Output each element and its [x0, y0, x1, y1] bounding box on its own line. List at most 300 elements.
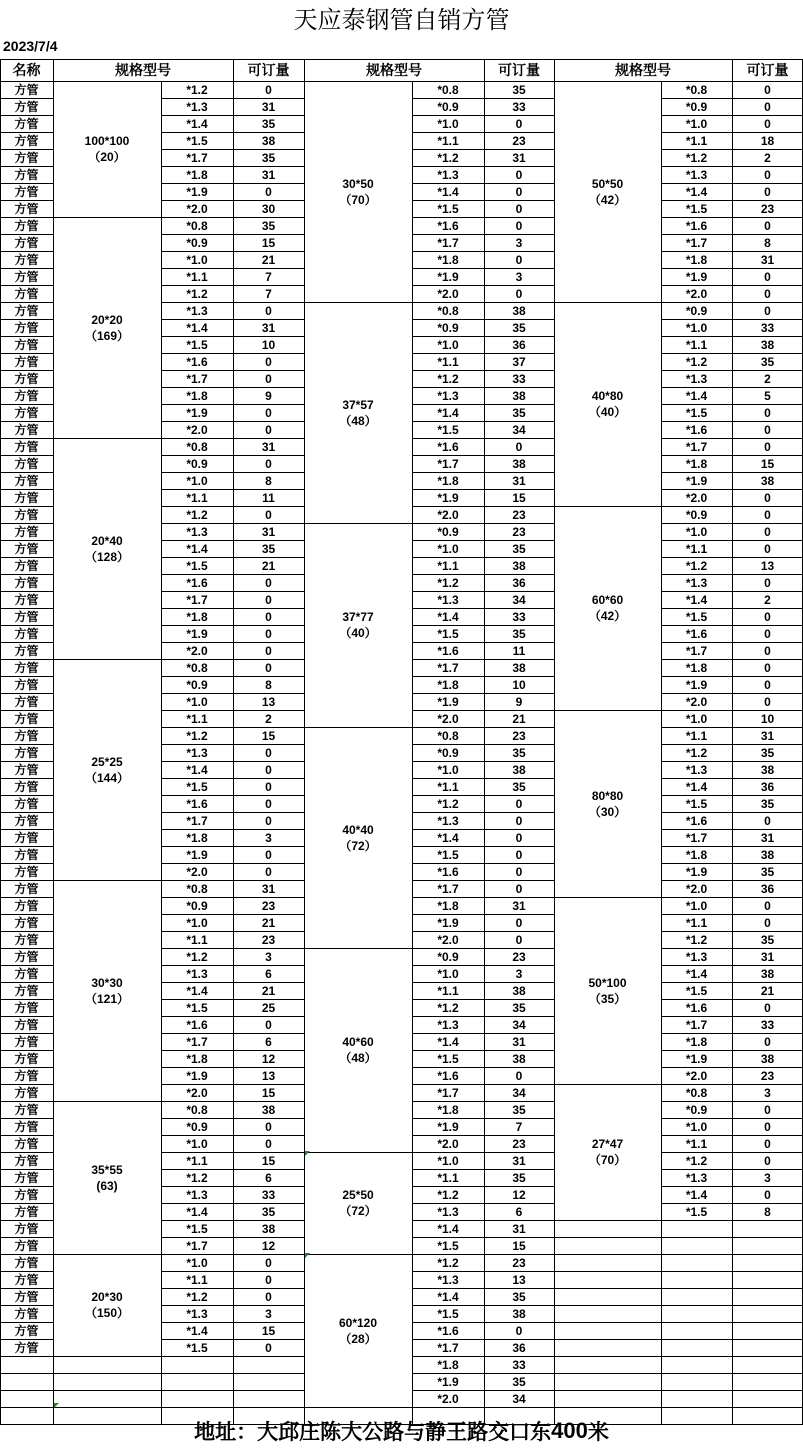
- thickness-cell: *1.4: [685, 592, 708, 607]
- thickness-cell: *1.2: [186, 1289, 208, 1304]
- grid-line: [0, 1169, 54, 1170]
- thickness-cell: *1.9: [685, 269, 708, 284]
- thickness-cell: *1.7: [186, 1034, 208, 1049]
- grid-line: [0, 472, 54, 473]
- spec-size: 37*77: [342, 610, 374, 624]
- thickness-cell: *1.1: [685, 133, 708, 148]
- quantity-cell: 35: [512, 320, 526, 335]
- quantity-cell: 0: [764, 898, 771, 913]
- thickness-cell: *1.6: [437, 864, 459, 879]
- grid-line: [0, 1254, 54, 1255]
- grid-line: [732, 59, 733, 1425]
- grid-line: [554, 897, 662, 898]
- quantity-cell: 38: [760, 1051, 775, 1066]
- thickness-cell: *1.4: [685, 184, 708, 199]
- quantity-cell: 0: [515, 184, 523, 199]
- name-cell: 方管: [14, 422, 39, 437]
- quantity-cell: 8: [265, 677, 272, 692]
- grid-line: [554, 1339, 803, 1340]
- grid-line: [0, 1101, 54, 1102]
- name-cell: 方管: [14, 1170, 39, 1185]
- thickness-cell: *1.8: [186, 1051, 208, 1066]
- quantity-cell: 36: [512, 1340, 526, 1355]
- thickness-cell: *1.0: [186, 473, 208, 488]
- thickness-cell: *1.3: [186, 966, 208, 981]
- thickness-cell: *1.0: [186, 252, 208, 267]
- thickness-cell: *1.2: [437, 150, 459, 165]
- thickness-cell: *1.7: [437, 235, 459, 250]
- spec-group: [304, 302, 412, 523]
- quantity-cell: 12: [261, 1051, 276, 1066]
- thickness-cell: *1.5: [437, 1306, 459, 1321]
- quantity-cell: 35: [512, 1000, 526, 1015]
- spec-group: [304, 1152, 412, 1254]
- thickness-cell: *0.9: [437, 320, 459, 335]
- grid-line: [0, 1033, 54, 1034]
- grid-line: [304, 523, 413, 524]
- grid-line: [554, 710, 662, 711]
- thickness-cell: *1.3: [685, 762, 708, 777]
- quantity-cell: 2: [265, 711, 272, 726]
- spec-count: （48）: [339, 413, 377, 428]
- thickness-cell: *2.0: [437, 507, 459, 522]
- quantity-cell: 31: [261, 524, 276, 539]
- quantity-cell: 0: [515, 881, 523, 896]
- name-cell: 方管: [14, 592, 39, 607]
- thickness-cell: *1.5: [685, 983, 708, 998]
- name-cell: 方管: [14, 966, 39, 981]
- thickness-cell: *1.4: [685, 966, 708, 981]
- thickness-cell: *1.8: [437, 1357, 459, 1372]
- name-cell: 方管: [14, 898, 39, 913]
- spec-count: （169）: [84, 328, 130, 343]
- spec-group: [554, 1084, 661, 1220]
- thickness-cell: *0.9: [437, 99, 459, 114]
- thickness-cell: *0.9: [186, 898, 208, 913]
- name-cell: 方管: [14, 286, 39, 301]
- thickness-cell: *1.2: [186, 1170, 208, 1185]
- name-cell: 方管: [14, 150, 39, 165]
- thickness-cell: *0.8: [437, 728, 459, 743]
- quantity-cell: 23: [512, 524, 526, 539]
- quantity-cell: 35: [760, 864, 775, 879]
- grid-line: [0, 574, 54, 575]
- quantity-cell: 0: [515, 864, 523, 879]
- grid-line: [53, 1390, 305, 1391]
- spec-group: [53, 1101, 161, 1254]
- thickness-cell: *1.0: [685, 898, 708, 913]
- thickness-cell: *1.2: [186, 949, 208, 964]
- thickness-cell: *0.8: [437, 82, 459, 97]
- grid-line: [0, 1203, 54, 1204]
- spec-count: （42）: [588, 192, 627, 207]
- thickness-cell: *1.6: [186, 796, 208, 811]
- spec-count: （40）: [588, 405, 627, 419]
- quantity-cell: 0: [515, 218, 523, 233]
- name-cell: 方管: [14, 184, 39, 199]
- grid-line: [0, 166, 54, 167]
- grid-line: [0, 302, 54, 303]
- name-cell: 方管: [14, 1000, 39, 1015]
- grid-line: [0, 455, 54, 456]
- thickness-cell: *1.9: [186, 847, 208, 862]
- grid-line: [0, 727, 54, 728]
- address-number: 400: [551, 1417, 588, 1443]
- thickness-cell: *1.3: [437, 1017, 459, 1032]
- grid-line: [0, 1305, 54, 1306]
- quantity-cell: 7: [265, 269, 272, 284]
- thickness-cell: *1.2: [186, 82, 208, 97]
- address-footer: [0, 1407, 803, 1454]
- quantity-cell: 0: [265, 354, 272, 369]
- thickness-cell: *1.0: [186, 694, 208, 709]
- quantity-cell: 35: [760, 745, 775, 760]
- quantity-cell: 0: [764, 660, 771, 675]
- grid-line: [0, 1084, 54, 1085]
- name-cell: [0, 1373, 53, 1390]
- grid-line: [554, 302, 662, 303]
- quantity-cell: 0: [764, 218, 771, 233]
- thickness-cell: *1.8: [186, 167, 208, 182]
- quantity-cell: 0: [265, 609, 272, 624]
- name-cell: 方管: [14, 575, 39, 590]
- quantity-cell: 35: [512, 1102, 526, 1117]
- spec-size: 60*60: [591, 593, 624, 607]
- spec-size: 37*57: [342, 397, 374, 412]
- name-cell: 方管: [14, 473, 39, 488]
- quantity-cell: 38: [512, 558, 526, 573]
- grid-line: [554, 1220, 803, 1221]
- grid-line: [0, 1186, 54, 1187]
- quantity-cell: 15: [512, 1238, 526, 1253]
- thickness-cell: *1.3: [186, 303, 208, 318]
- thickness-cell: *1.1: [685, 337, 708, 352]
- grid-line: [53, 1101, 162, 1102]
- spec-group: [53, 217, 161, 438]
- thickness-cell: *1.5: [685, 405, 708, 420]
- thickness-cell: *1.7: [186, 150, 208, 165]
- quantity-cell: 0: [265, 592, 272, 607]
- quantity-cell: 0: [764, 490, 771, 505]
- thickness-cell: *1.0: [186, 1255, 208, 1270]
- quantity-cell: 33: [261, 1187, 276, 1202]
- thickness-cell: *1.5: [437, 1238, 459, 1253]
- address-suffix: 米: [587, 1418, 609, 1444]
- thickness-cell: *1.2: [437, 796, 459, 811]
- grid-line: [0, 1373, 54, 1374]
- quantity-cell: 3: [764, 1170, 771, 1185]
- name-cell: 方管: [14, 813, 39, 828]
- thickness-cell: *0.9: [186, 1119, 208, 1134]
- spec-count: (63): [96, 1178, 118, 1193]
- thickness-cell: *1.3: [186, 99, 208, 114]
- name-cell: 方管: [14, 116, 39, 131]
- quantity-cell: 33: [512, 371, 526, 386]
- spec-count: （121）: [84, 991, 130, 1006]
- quantity-cell: 38: [760, 762, 775, 777]
- thickness-cell: *1.8: [437, 1102, 459, 1117]
- thickness-cell: *0.8: [186, 439, 208, 454]
- thickness-cell: *1.0: [437, 762, 459, 777]
- quantity-cell: 0: [515, 847, 523, 862]
- quantity-cell: 0: [515, 439, 523, 454]
- spec-count: （48）: [339, 1051, 377, 1065]
- quantity-cell: 31: [512, 1221, 526, 1236]
- thickness-cell: *1.8: [685, 1034, 708, 1049]
- spec-size: 40*40: [342, 822, 374, 837]
- grid-line: [554, 506, 662, 507]
- quantity-cell: 0: [764, 1187, 771, 1202]
- quantity-cell: 15: [261, 1085, 276, 1100]
- grid-line: [0, 693, 54, 694]
- quantity-cell: 35: [261, 150, 276, 165]
- quantity-cell: 31: [261, 99, 276, 114]
- spec-group: [554, 897, 661, 1084]
- quantity-cell: 35: [760, 354, 775, 369]
- grid-line: [0, 795, 54, 796]
- spec-group: [53, 438, 161, 659]
- quantity-cell: 38: [261, 133, 276, 148]
- grid-line: [554, 1271, 803, 1272]
- thickness-cell: *1.5: [186, 779, 208, 794]
- thickness-cell: *1.3: [685, 1170, 708, 1185]
- quantity-cell: 0: [764, 524, 771, 539]
- thickness-cell: *1.5: [186, 1340, 208, 1355]
- spec-group: [304, 1254, 412, 1407]
- name-cell: 方管: [14, 1051, 39, 1066]
- spec-count: （72）: [339, 1204, 377, 1218]
- thickness-cell: *1.6: [685, 813, 708, 828]
- quantity-cell: 38: [512, 1306, 526, 1321]
- thickness-cell: *2.0: [685, 490, 708, 505]
- grid-line: [53, 438, 162, 439]
- grid-line: [554, 1390, 803, 1391]
- thickness-cell: *1.9: [437, 269, 459, 284]
- quantity-cell: 35: [261, 116, 276, 131]
- quantity-cell: 2: [764, 371, 771, 386]
- thickness-cell: *1.3: [186, 745, 208, 760]
- grid-line: [0, 1016, 54, 1017]
- quantity-cell: 0: [515, 1068, 523, 1083]
- spec-count: （70）: [339, 192, 377, 207]
- grid-line: [53, 217, 162, 218]
- thickness-cell: *1.9: [685, 677, 708, 692]
- quantity-cell: 0: [515, 286, 523, 301]
- thickness-cell: *1.0: [685, 320, 708, 335]
- quantity-cell: 0: [764, 82, 771, 97]
- thickness-cell: *2.0: [437, 1136, 459, 1151]
- name-cell: 方管: [14, 235, 39, 250]
- quantity-cell: 0: [764, 1136, 771, 1151]
- thickness-cell: *1.3: [685, 575, 708, 590]
- grid-line: [0, 268, 54, 269]
- quantity-cell: 0: [265, 626, 272, 641]
- thickness-cell: *0.9: [437, 524, 459, 539]
- thickness-cell: *1.9: [685, 864, 708, 879]
- grid-line: [0, 1118, 54, 1119]
- thickness-cell: *1.7: [437, 1085, 459, 1100]
- quantity-cell: 3: [764, 1085, 771, 1100]
- spec-size: 50*100: [588, 975, 627, 990]
- grid-line: [0, 625, 54, 626]
- header-spec: 规格型号: [115, 62, 171, 78]
- quantity-cell: 18: [760, 133, 775, 148]
- header-spec: 规格型号: [366, 62, 422, 78]
- quantity-cell: 0: [515, 1323, 523, 1338]
- thickness-cell: *1.6: [437, 1068, 459, 1083]
- spec-group: [554, 81, 661, 302]
- thickness-cell: *1.6: [685, 422, 708, 437]
- header-qty: 可订量: [247, 62, 290, 78]
- quantity-cell: 5: [764, 388, 771, 403]
- quantity-cell: 38: [512, 388, 526, 403]
- spec-size: 27*47: [591, 1137, 624, 1151]
- quantity-cell: 0: [515, 116, 523, 131]
- quantity-cell: 3: [515, 966, 523, 981]
- spec-count: （42）: [588, 609, 627, 623]
- quantity-cell: 23: [512, 1136, 526, 1151]
- address-prefix: 地址：大邱庄陈大公路与静王路交口东: [194, 1418, 552, 1444]
- spec-size: 100*100: [84, 134, 130, 148]
- quantity-cell: 0: [515, 252, 523, 267]
- grid-line: [0, 914, 54, 915]
- thickness-cell: *1.4: [437, 609, 459, 624]
- name-cell: 方管: [14, 1323, 39, 1338]
- quantity-cell: 21: [261, 558, 276, 573]
- thickness-cell: *1.4: [437, 405, 459, 420]
- quantity-cell: 35: [512, 745, 526, 760]
- quantity-cell: 21: [261, 915, 276, 930]
- thickness-cell: *1.8: [685, 847, 708, 862]
- thickness-cell: *0.9: [437, 745, 459, 760]
- quantity-cell: 38: [261, 1221, 276, 1236]
- thickness-cell: *1.3: [685, 167, 708, 182]
- quantity-cell: 0: [764, 1000, 771, 1015]
- quantity-cell: 12: [512, 1187, 526, 1202]
- spec-group: [554, 302, 661, 506]
- thickness-cell: *1.8: [186, 388, 208, 403]
- thickness-cell: *1.2: [437, 1255, 459, 1270]
- thickness-cell: *1.2: [186, 728, 208, 743]
- grid-line: [0, 778, 54, 779]
- name-cell: 方管: [14, 881, 39, 896]
- quantity-cell: 0: [764, 626, 771, 641]
- thickness-cell: *1.0: [437, 337, 459, 352]
- quantity-cell: 8: [764, 235, 771, 250]
- quantity-cell: 0: [515, 915, 523, 930]
- thickness-cell: *1.7: [685, 830, 708, 845]
- grid-line: [554, 1254, 803, 1255]
- quantity-cell: 0: [764, 303, 771, 318]
- thickness-cell: *1.5: [437, 626, 459, 641]
- quantity-cell: 0: [764, 694, 771, 709]
- quantity-cell: 0: [764, 1119, 771, 1134]
- quantity-cell: 31: [512, 1034, 526, 1049]
- thickness-cell: *1.8: [685, 456, 708, 471]
- quantity-cell: 0: [265, 1119, 272, 1134]
- quantity-cell: 0: [764, 99, 771, 114]
- quantity-cell: 0: [265, 1017, 272, 1032]
- quantity-cell: 0: [265, 1272, 272, 1287]
- quantity-cell: 13: [512, 1272, 526, 1287]
- grid-line: [0, 846, 54, 847]
- quantity-cell: 0: [764, 609, 771, 624]
- grid-line: [0, 319, 54, 320]
- grid-line: [412, 81, 413, 1425]
- quantity-cell: 0: [764, 439, 771, 454]
- name-cell: 方管: [14, 201, 39, 216]
- thickness-cell: *1.1: [186, 269, 208, 284]
- quantity-cell: 7: [515, 1119, 523, 1134]
- thickness-cell: *1.0: [685, 711, 708, 726]
- quantity-cell: 13: [261, 1068, 276, 1083]
- thickness-cell: *1.0: [685, 1119, 708, 1134]
- thickness-cell: *0.9: [685, 1102, 708, 1117]
- quantity-cell: 0: [764, 1034, 771, 1049]
- name-cell: 方管: [14, 490, 39, 505]
- thickness-cell: *1.4: [186, 762, 208, 777]
- thickness-cell: *2.0: [685, 1068, 708, 1083]
- name-cell: 方管: [14, 1272, 39, 1287]
- thickness-cell: *1.0: [186, 915, 208, 930]
- name-cell: 方管: [14, 949, 39, 964]
- thickness-cell: *1.5: [186, 133, 208, 148]
- thickness-cell: *1.8: [186, 830, 208, 845]
- thickness-cell: *0.8: [186, 660, 208, 675]
- name-cell: 方管: [14, 371, 39, 386]
- quantity-cell: 15: [760, 456, 775, 471]
- quantity-cell: 33: [512, 609, 526, 624]
- quantity-cell: 0: [764, 507, 771, 522]
- thickness-cell: *1.4: [437, 1289, 459, 1304]
- quantity-cell: 2: [764, 150, 771, 165]
- thickness-cell: *2.0: [437, 932, 459, 947]
- grid-line: [0, 404, 54, 405]
- thickness-cell: *1.1: [186, 1153, 208, 1168]
- grid-line: [484, 59, 485, 1425]
- grid-line: [0, 59, 803, 60]
- thickness-cell: *1.0: [437, 541, 459, 556]
- thickness-cell: *1.7: [685, 235, 708, 250]
- quantity-cell: 10: [760, 711, 775, 726]
- thickness-cell: *0.9: [685, 303, 708, 318]
- thickness-cell: *1.2: [685, 1153, 708, 1168]
- quantity-cell: 31: [261, 439, 276, 454]
- name-cell: 方管: [14, 303, 39, 318]
- name-cell: 方管: [14, 167, 39, 182]
- name-cell: 方管: [14, 915, 39, 930]
- name-cell: 方管: [14, 983, 39, 998]
- grid-line: [0, 1220, 54, 1221]
- grid-line: [554, 1322, 803, 1323]
- quantity-cell: 15: [261, 1323, 276, 1338]
- spec-count: （40）: [339, 626, 377, 640]
- thickness-cell: *0.8: [186, 218, 208, 233]
- name-cell: 方管: [14, 82, 39, 97]
- quantity-cell: 15: [261, 235, 276, 250]
- thickness-cell: *1.6: [437, 439, 459, 454]
- thickness-cell: *1.5: [437, 201, 459, 216]
- quantity-cell: 0: [764, 541, 771, 556]
- thickness-cell: *1.2: [437, 371, 459, 386]
- spec-size: 25*50: [342, 1188, 374, 1202]
- grid-line: [0, 608, 54, 609]
- grid-line: [0, 523, 54, 524]
- quantity-cell: 35: [512, 1170, 526, 1185]
- name-cell: 方管: [14, 541, 39, 556]
- quantity-cell: 31: [760, 728, 775, 743]
- quantity-cell: 15: [261, 1153, 276, 1168]
